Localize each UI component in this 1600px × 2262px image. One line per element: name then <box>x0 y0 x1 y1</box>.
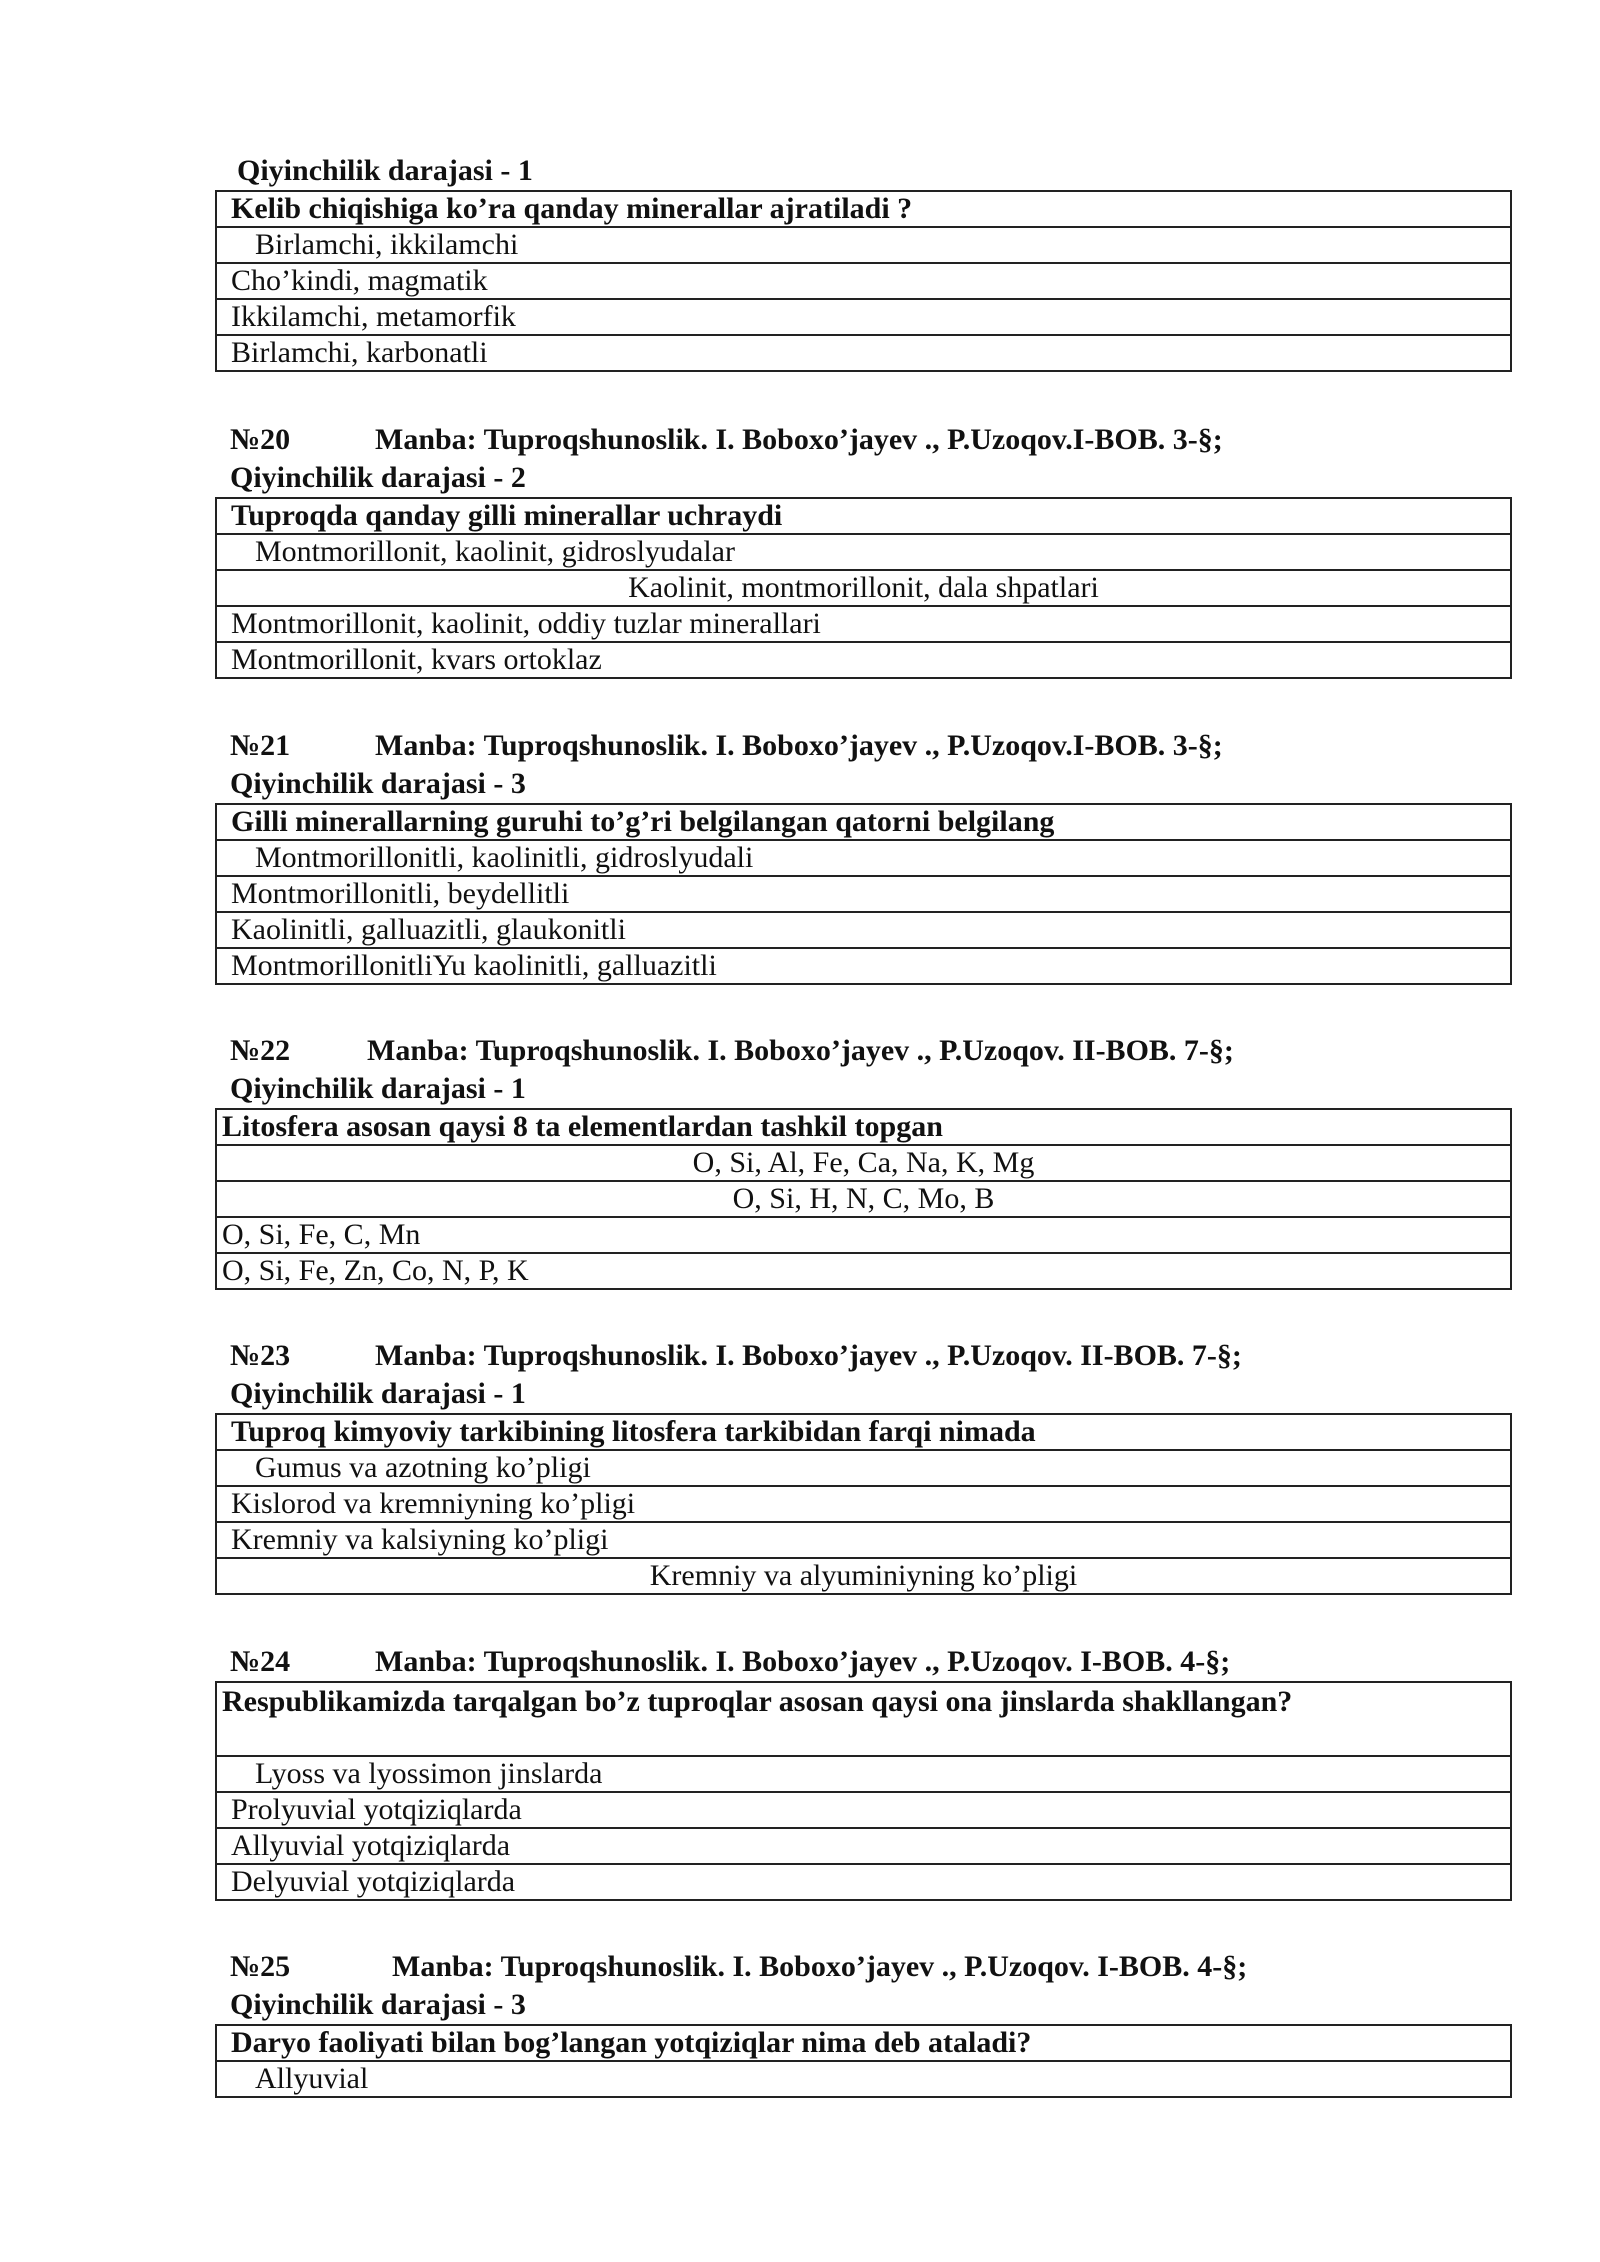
question-block-25 <box>215 1948 1512 2098</box>
answer-option: Kremniy va kalsiyning ko’pligi <box>216 1522 1511 1558</box>
source-reference: Manba: Tuproqshunoslik. I. Boboxo’jayev ., P.Uzoqov. I-BOB. 4-§; <box>375 1645 1231 1678</box>
question-header <box>215 727 1512 765</box>
source-reference: Manba: Tuproqshunoslik. I. Boboxo’jayev ., P.Uzoqov. II-BOB. 7-§; <box>367 1034 1234 1067</box>
question-table <box>215 1681 1512 1901</box>
answer-option: Allyuvial <box>216 2061 1511 2097</box>
question-block-21 <box>215 727 1512 985</box>
question-number: №23 <box>230 1339 291 1372</box>
question-text: Respublikamizda tarqalgan bo’z tuproqlar asosan qaysi ona jinslarda shakllangan? <box>216 1682 1511 1756</box>
question-text: Litosfera asosan qaysi 8 ta elementlardan tashkil topgan <box>216 1109 1511 1145</box>
question-number: №25 <box>230 1950 291 1983</box>
answer-option: Kaolinit, montmorillonit, dala shpatlari <box>216 570 1511 606</box>
difficulty-level: Qiyinchilik darajasi - 3 <box>230 1988 526 2021</box>
answer-option: Prolyuvial yotqiziqlarda <box>216 1792 1511 1828</box>
question-header <box>215 1643 1512 1681</box>
question-header <box>215 152 1512 190</box>
question-header <box>215 1375 1512 1413</box>
question-block-23 <box>215 1337 1512 1595</box>
question-table <box>215 190 1512 372</box>
answer-option: Montmorillonit, kvars ortoklaz <box>216 642 1511 678</box>
question-header <box>215 1070 1512 1108</box>
answer-option: Gumus va azotning ko’pligi <box>216 1450 1511 1486</box>
difficulty-level: Qiyinchilik darajasi - 1 <box>230 1072 526 1105</box>
question-header <box>215 1032 1512 1070</box>
answer-option: Montmorillonitli, beydellitli <box>216 876 1511 912</box>
source-reference: Manba: Tuproqshunoslik. I. Boboxo’jayev ., P.Uzoqov. I-BOB. 4-§; <box>392 1950 1248 1983</box>
difficulty-level: Qiyinchilik darajasi - 2 <box>230 461 526 494</box>
answer-option: Montmorillonit, kaolinit, gidroslyudalar <box>216 534 1511 570</box>
question-header <box>215 421 1512 459</box>
answer-option: Montmorillonit, kaolinit, oddiy tuzlar minerallari <box>216 606 1511 642</box>
question-header <box>215 1337 1512 1375</box>
question-block-19 <box>215 152 1512 372</box>
question-header <box>215 1986 1512 2024</box>
question-number: №20 <box>230 423 291 456</box>
answer-option: Montmorillonitli, kaolinitli, gidroslyudali <box>216 840 1511 876</box>
answer-option: Kaolinitli, galluazitli, glaukonitli <box>216 912 1511 948</box>
question-text: Gilli minerallarning guruhi to’g’ri belgilangan qatorni belgilang <box>216 804 1511 840</box>
question-table <box>215 497 1512 679</box>
question-text: Tuproqda qanday gilli minerallar uchraydi <box>216 498 1511 534</box>
question-text: Daryo faoliyati bilan bog’langan yotqiziqlar nima deb ataladi? <box>216 2025 1511 2061</box>
answer-option: Lyoss va lyossimon jinslarda <box>216 1756 1511 1792</box>
source-reference: Manba: Tuproqshunoslik. I. Boboxo’jayev ., P.Uzoqov.I-BOB. 3-§; <box>375 729 1223 762</box>
answer-option: Ikkilamchi, metamorfik <box>216 299 1511 335</box>
question-number: №24 <box>230 1645 291 1678</box>
source-reference: Manba: Tuproqshunoslik. I. Boboxo’jayev ., P.Uzoqov.I-BOB. 3-§; <box>375 423 1223 456</box>
question-header <box>215 765 1512 803</box>
answer-option: Kremniy va alyuminiyning ko’pligi <box>216 1558 1511 1594</box>
question-number: №21 <box>230 729 291 762</box>
answer-option: Allyuvial yotqiziqlarda <box>216 1828 1511 1864</box>
difficulty-level: Qiyinchilik darajasi - 1 <box>237 154 533 187</box>
answer-option: O, Si, H, N, C, Mo, B <box>216 1181 1511 1217</box>
difficulty-level: Qiyinchilik darajasi - 1 <box>230 1377 526 1410</box>
question-table <box>215 803 1512 985</box>
question-header <box>215 459 1512 497</box>
question-block-22 <box>215 1032 1512 1290</box>
answer-option: Birlamchi, ikkilamchi <box>216 227 1511 263</box>
question-block-24 <box>215 1643 1512 1901</box>
question-table <box>215 1413 1512 1595</box>
question-number: №22 <box>230 1034 291 1067</box>
question-block-20 <box>215 421 1512 679</box>
answer-option: Kislorod va kremniyning ko’pligi <box>216 1486 1511 1522</box>
difficulty-level: Qiyinchilik darajasi - 3 <box>230 767 526 800</box>
answer-option: Birlamchi, karbonatli <box>216 335 1511 371</box>
question-text: Kelib chiqishiga ko’ra qanday minerallar ajratiladi ? <box>216 191 1511 227</box>
question-header <box>215 1948 1512 1986</box>
answer-option: O, Si, Fe, Zn, Co, N, P, K <box>216 1253 1511 1289</box>
question-table <box>215 2024 1512 2098</box>
question-table <box>215 1108 1512 1290</box>
answer-option: Delyuvial yotqiziqlarda <box>216 1864 1511 1900</box>
answer-option: MontmorillonitliYu kaolinitli, galluazitli <box>216 948 1511 984</box>
answer-option: O, Si, Fe, C, Mn <box>216 1217 1511 1253</box>
answer-option: O, Si, Al, Fe, Ca, Na, K, Mg <box>216 1145 1511 1181</box>
answer-option: Cho’kindi, magmatik <box>216 263 1511 299</box>
question-text: Tuproq kimyoviy tarkibining litosfera tarkibidan farqi nimada <box>216 1414 1511 1450</box>
source-reference: Manba: Tuproqshunoslik. I. Boboxo’jayev ., P.Uzoqov. II-BOB. 7-§; <box>375 1339 1242 1372</box>
